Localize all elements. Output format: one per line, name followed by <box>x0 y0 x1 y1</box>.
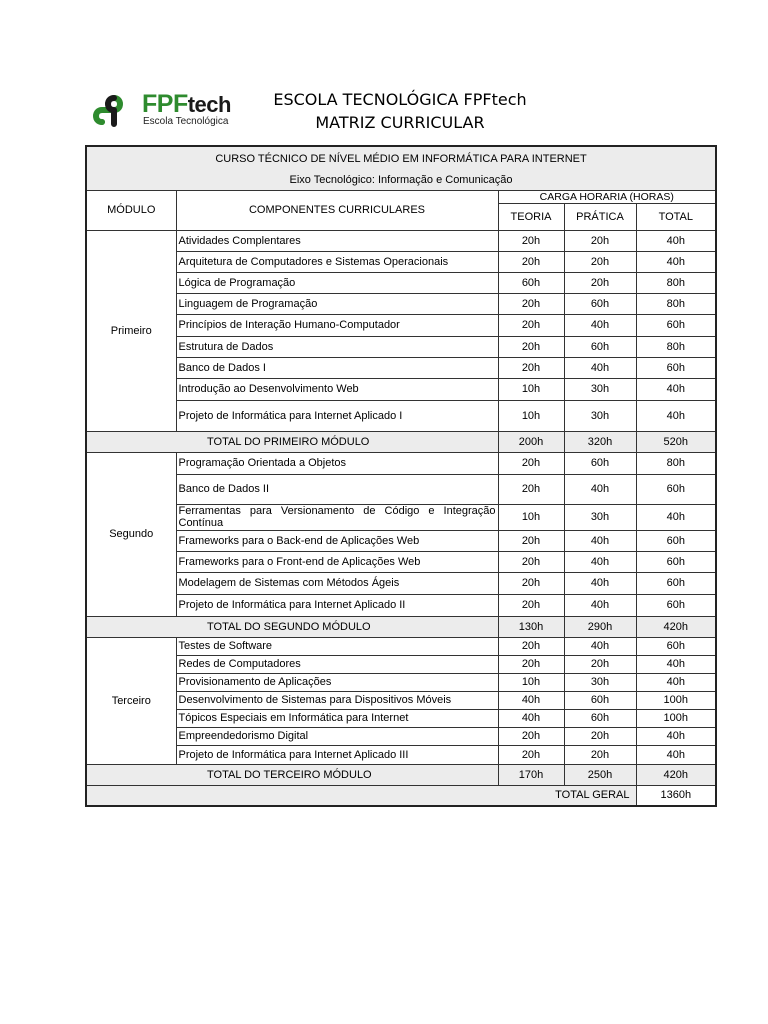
component-name: Desenvolvimento de Sistemas para Dispositivos Móveis <box>176 691 498 709</box>
theory-hours: 20h <box>498 572 564 594</box>
practice-hours: 60h <box>564 709 636 727</box>
component-name: Ferramentas para Versionamento de Código e Integração Contínua <box>176 504 498 530</box>
table-row <box>86 745 716 764</box>
total-hours: 40h <box>636 400 716 431</box>
practice-hours: 60h <box>564 691 636 709</box>
fpf-logo-icon <box>92 92 136 130</box>
total-hours: 80h <box>636 452 716 474</box>
module-total-label: TOTAL DO TERCEIRO MÓDULO <box>86 764 498 785</box>
grand-total-row <box>86 785 716 806</box>
component-name: Banco de Dados I <box>176 357 498 378</box>
practice-hours: 40h <box>564 637 636 655</box>
table-row <box>86 637 716 655</box>
document-header <box>0 0 768 145</box>
practice-hours: 30h <box>564 400 636 431</box>
table-row <box>86 727 716 745</box>
course-title: CURSO TÉCNICO DE NÍVEL MÉDIO EM INFORMÁTICA PARA INTERNET <box>86 146 716 170</box>
theory-hours: 10h <box>498 504 564 530</box>
practice-hours: 30h <box>564 673 636 691</box>
component-name: Projeto de Informática para Internet Aplicado III <box>176 745 498 764</box>
practice-hours: 40h <box>564 572 636 594</box>
component-name: Programação Orientada a Objetos <box>176 452 498 474</box>
module-total-practice: 290h <box>564 616 636 637</box>
total-hours: 40h <box>636 230 716 251</box>
theory-header: TEORIA <box>498 203 564 230</box>
component-name: Tópicos Especiais em Informática para Internet <box>176 709 498 727</box>
module-total-theory: 170h <box>498 764 564 785</box>
practice-hours: 40h <box>564 530 636 551</box>
total-hours: 40h <box>636 727 716 745</box>
total-hours: 60h <box>636 594 716 616</box>
theory-hours: 10h <box>498 400 564 431</box>
table-row <box>86 530 716 551</box>
total-hours: 40h <box>636 504 716 530</box>
component-name: Lógica de Programação <box>176 272 498 293</box>
practice-hours: 20h <box>564 745 636 764</box>
table-row <box>86 357 716 378</box>
component-name: Projeto de Informática para Internet Aplicado II <box>176 594 498 616</box>
theory-hours: 20h <box>498 474 564 504</box>
table-row <box>86 314 716 336</box>
theory-hours: 20h <box>498 727 564 745</box>
table-row <box>86 655 716 673</box>
theory-hours: 20h <box>498 745 564 764</box>
theory-hours: 40h <box>498 709 564 727</box>
total-hours: 40h <box>636 251 716 272</box>
curriculum-table <box>85 145 717 807</box>
component-name: Linguagem de Programação <box>176 293 498 314</box>
total-hours: 60h <box>636 637 716 655</box>
table-row <box>86 504 716 530</box>
module-total-row <box>86 764 716 785</box>
grand-total-label: TOTAL GERAL <box>86 785 636 806</box>
table-row <box>86 594 716 616</box>
practice-hours: 30h <box>564 504 636 530</box>
theory-hours: 60h <box>498 272 564 293</box>
component-name: Modelagem de Sistemas com Métodos Ágeis <box>176 572 498 594</box>
table-row <box>86 551 716 572</box>
component-name: Empreendedorismo Digital <box>176 727 498 745</box>
module-total-total: 520h <box>636 431 716 452</box>
course-title-row <box>86 146 716 170</box>
practice-hours: 40h <box>564 314 636 336</box>
header-row-1 <box>86 190 716 203</box>
total-hours: 40h <box>636 655 716 673</box>
table-row <box>86 400 716 431</box>
component-name: Frameworks para o Front-end de Aplicações Web <box>176 551 498 572</box>
theory-hours: 20h <box>498 530 564 551</box>
theory-hours: 20h <box>498 594 564 616</box>
practice-hours: 30h <box>564 378 636 400</box>
theory-hours: 20h <box>498 452 564 474</box>
module-total-theory: 200h <box>498 431 564 452</box>
components-header: COMPONENTES CURRICULARES <box>176 190 498 230</box>
table-row <box>86 452 716 474</box>
component-name: Testes de Software <box>176 637 498 655</box>
total-hours: 60h <box>636 530 716 551</box>
axis-row <box>86 170 716 190</box>
module-name: Primeiro <box>86 230 176 431</box>
component-name: Atividades Complentares <box>176 230 498 251</box>
theory-hours: 20h <box>498 655 564 673</box>
workload-header: CARGA HORARIA (HORAS) <box>498 190 716 203</box>
module-total-row <box>86 616 716 637</box>
total-hours: 60h <box>636 572 716 594</box>
school-name: ESCOLA TECNOLÓGICA FPFtech <box>273 90 527 109</box>
theory-hours: 10h <box>498 378 564 400</box>
logo-wordmark: FPFtech <box>142 90 231 118</box>
total-hours: 40h <box>636 378 716 400</box>
total-hours: 100h <box>636 709 716 727</box>
practice-hours: 40h <box>564 474 636 504</box>
theory-hours: 20h <box>498 314 564 336</box>
practice-hours: 60h <box>564 336 636 357</box>
total-hours: 60h <box>636 551 716 572</box>
component-name: Princípios de Interação Humano-Computador <box>176 314 498 336</box>
component-name: Estrutura de Dados <box>176 336 498 357</box>
total-hours: 80h <box>636 336 716 357</box>
module-total-row <box>86 431 716 452</box>
component-name: Arquitetura de Computadores e Sistemas Operacionais <box>176 251 498 272</box>
total-hours: 100h <box>636 691 716 709</box>
theory-hours: 20h <box>498 230 564 251</box>
practice-hours: 20h <box>564 727 636 745</box>
module-total-label: TOTAL DO SEGUNDO MÓDULO <box>86 616 498 637</box>
practice-hours: 20h <box>564 655 636 673</box>
total-header: TOTAL <box>636 203 716 230</box>
practice-hours: 40h <box>564 594 636 616</box>
theory-hours: 20h <box>498 251 564 272</box>
total-hours: 60h <box>636 474 716 504</box>
practice-hours: 60h <box>564 452 636 474</box>
theory-hours: 20h <box>498 637 564 655</box>
theory-hours: 10h <box>498 673 564 691</box>
theory-hours: 20h <box>498 551 564 572</box>
module-total-label: TOTAL DO PRIMEIRO MÓDULO <box>86 431 498 452</box>
module-name: Terceiro <box>86 637 176 764</box>
table-row <box>86 293 716 314</box>
practice-hours: 20h <box>564 251 636 272</box>
total-hours: 40h <box>636 673 716 691</box>
course-axis: Eixo Tecnológico: Informação e Comunicação <box>86 170 716 190</box>
table-row <box>86 336 716 357</box>
total-hours: 60h <box>636 314 716 336</box>
curriculum-table-body <box>86 146 716 806</box>
practice-hours: 40h <box>564 551 636 572</box>
module-total-practice: 320h <box>564 431 636 452</box>
document-title: MATRIZ CURRICULAR <box>315 113 485 132</box>
practice-hours: 40h <box>564 357 636 378</box>
practice-hours: 60h <box>564 293 636 314</box>
module-total-total: 420h <box>636 616 716 637</box>
table-row <box>86 709 716 727</box>
practice-hours: 20h <box>564 230 636 251</box>
table-row <box>86 378 716 400</box>
module-total-total: 420h <box>636 764 716 785</box>
component-name: Provisionamento de Aplicações <box>176 673 498 691</box>
total-hours: 60h <box>636 357 716 378</box>
table-row <box>86 251 716 272</box>
component-name: Introdução ao Desenvolvimento Web <box>176 378 498 400</box>
practice-header: PRÁTICA <box>564 203 636 230</box>
table-row <box>86 230 716 251</box>
component-name: Redes de Computadores <box>176 655 498 673</box>
theory-hours: 20h <box>498 357 564 378</box>
table-row <box>86 272 716 293</box>
table-row <box>86 572 716 594</box>
practice-hours: 20h <box>564 272 636 293</box>
component-name: Frameworks para o Back-end de Aplicações Web <box>176 530 498 551</box>
logo-subtitle: Escola Tecnológica <box>143 116 229 127</box>
table-row <box>86 673 716 691</box>
total-hours: 80h <box>636 293 716 314</box>
module-name: Segundo <box>86 452 176 616</box>
total-hours: 40h <box>636 745 716 764</box>
module-header: MÓDULO <box>86 190 176 230</box>
component-name: Banco de Dados II <box>176 474 498 504</box>
module-total-practice: 250h <box>564 764 636 785</box>
table-row <box>86 691 716 709</box>
theory-hours: 40h <box>498 691 564 709</box>
theory-hours: 20h <box>498 293 564 314</box>
table-row <box>86 474 716 504</box>
module-total-theory: 130h <box>498 616 564 637</box>
fpftech-logo <box>92 92 252 132</box>
component-name: Projeto de Informática para Internet Aplicado I <box>176 400 498 431</box>
grand-total-value: 1360h <box>636 785 716 806</box>
theory-hours: 20h <box>498 336 564 357</box>
total-hours: 80h <box>636 272 716 293</box>
